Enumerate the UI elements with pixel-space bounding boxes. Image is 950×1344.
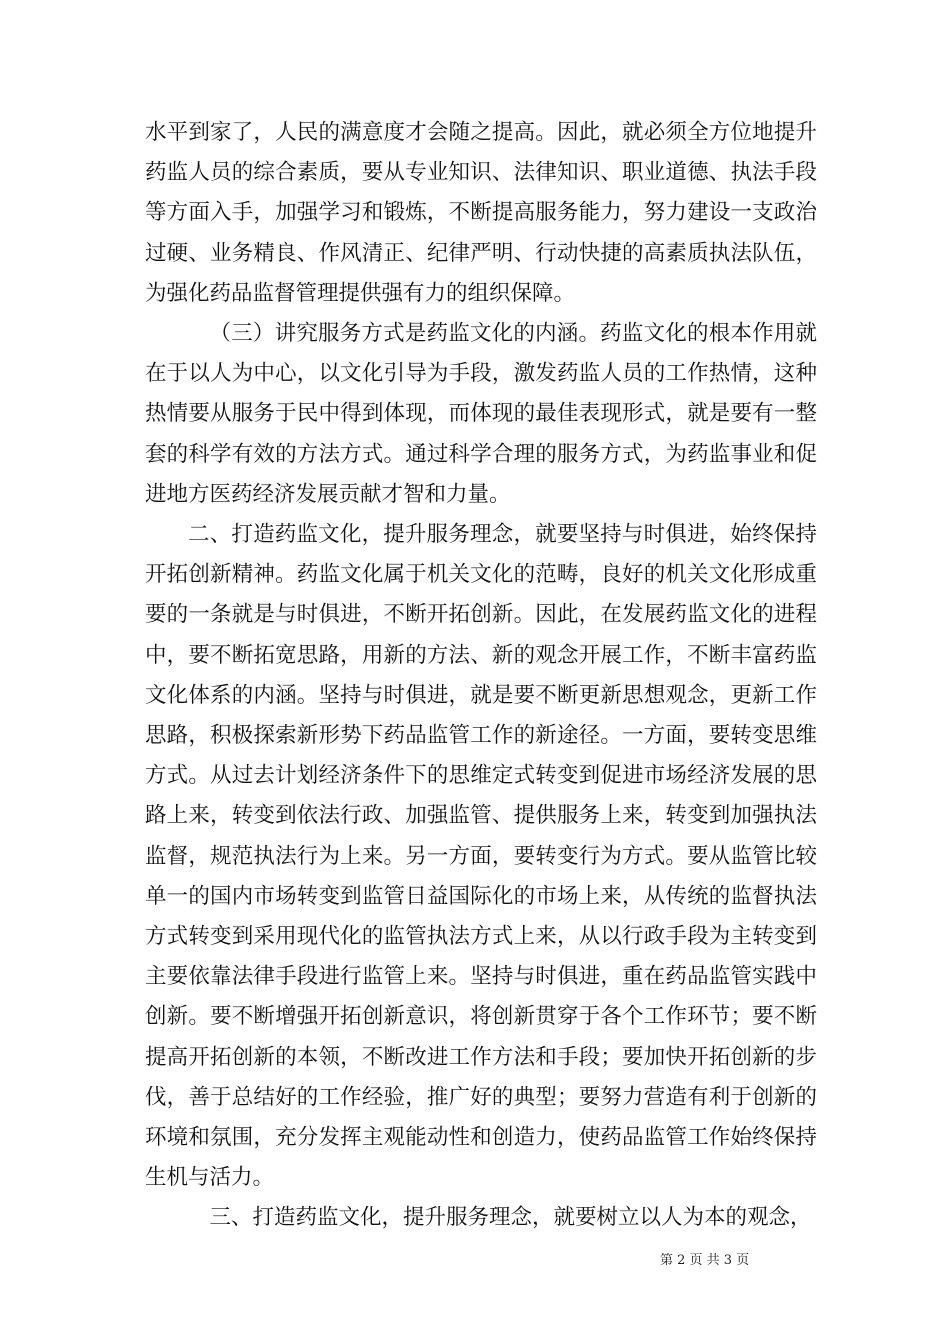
page-number: 第 2 页 共 3 页	[660, 1253, 750, 1268]
paragraph-3: 二、打造药监文化，提升服务理念，就要坚持与时俱进，始终保持开拓创新精神。药监文化属于机关文化的范畴，良好的机关文化形成重要的一条就是与时俱进，不断开拓创新。因此，在发展药监文化的进程中，要不断拓宽思路，用新的方法、新的观念开展工作，不断丰富药监文化体系的内涵。坚持与时俱进，就是要不断更新思想观念，更新工作思路，积极探索新形势下药品监管工作的新途径。一方面，要转变思维方式。从过去计划经济条件下的思维定式转变到促进市场经济发展的思路上来，转变到依法行政、加强监管、提供服务上来，转变到加强执法监督，规范执法行为上来。另一方面，要转变行为方式。要从监管比较单一的国内市场转变到监管日益国际化的市场上来，从传统的监督执法方式转变到采用现代化的监管执法方式上来，从以行政手段为主转变到主要依靠法律手段进行监管上来。坚持与时俱进，重在药品监管实践中创新。要不断增强开拓创新意识，将创新贯穿于各个工作环节；要不断提高开拓创新的本领，不断改进工作方法和手段；要加快开拓创新的步伐，善于总结好的工作经验，推广好的典型；要努力营造有利于创新的环境和氛围，充分发挥主观能动性和创造力，使药品监管工作始终保持生机与活力。	[145, 522, 817, 1191]
paragraph-1: 水平到家了，人民的满意度才会随之提高。因此，就必须全方位地提升药监人员的综合素质，要从专业知识、法律知识、职业道德、执法手段等方面入手，加强学习和锻炼，不断提高服务能力，努力建设一支政治过硬、业务精良、作风清正、纪律严明、行动快捷的高素质执法队伍，为强化药品监督管理提供强有力的组织保障。	[145, 120, 817, 306]
document-body	[145, 113, 817, 1239]
paragraph-4: 三、打造药监文化，提升服务理念，就要树立以人为本的观念，	[209, 1205, 812, 1231]
paragraph-2: （三）讲究服务方式是药监文化的内涵。药监文化的根本作用就在于以人为中心，以文化引导为手段，激发药监人员的工作热情，这种热情要从服务于民中得到体现，而体现的最佳表现形式，就是要有一整套的科学有效的方法方式。通过科学合理的服务方式，为药监事业和促进地方医药经济发展贡献才智和力量。	[145, 321, 817, 507]
